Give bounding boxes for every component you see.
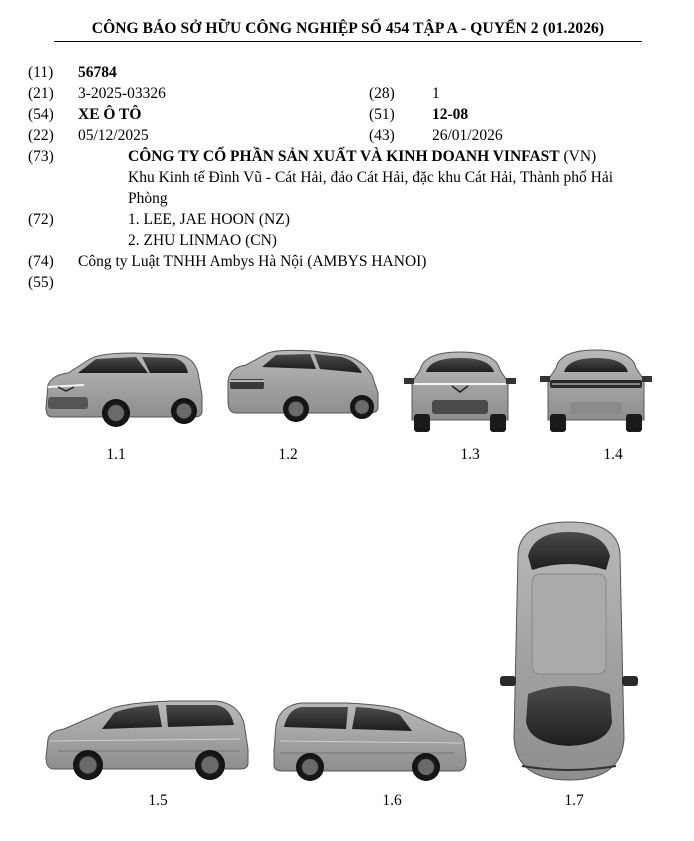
field-72-row	[28, 209, 668, 251]
field-21-row	[28, 83, 668, 104]
field-11-row	[28, 62, 668, 83]
owner-name: CÔNG TY CỔ PHẦN SẢN XUẤT VÀ KINH DOANH VINFAST	[128, 148, 560, 165]
figure-label-1-4: 1.4	[603, 446, 623, 463]
bibliographic-fields	[28, 62, 668, 293]
field-code-72: (72)	[28, 211, 54, 228]
field-code-28: (28)	[369, 85, 395, 102]
field-code-22: (22)	[28, 127, 54, 144]
field-22-row	[28, 125, 668, 146]
field-code-73: (73)	[28, 148, 54, 165]
field-code-74: (74)	[28, 253, 54, 270]
field-54-row	[28, 104, 668, 125]
locarno-class: 12-08	[432, 106, 469, 123]
field-code-55: (55)	[28, 274, 54, 291]
figure-1-7-top-view	[498, 518, 640, 784]
figure-label-1-5: 1.5	[148, 792, 168, 809]
filing-date: 05/12/2025	[78, 127, 149, 144]
design-title: XE Ô TÔ	[78, 106, 142, 123]
figure-1-4-rear-view	[540, 346, 652, 438]
owner-address-line1: Khu Kinh tế Đình Vũ - Cát Hải, đảo Cát Hải, đặc khu Cát Hải, Thành phố Hải	[128, 169, 614, 186]
field-code-11: (11)	[28, 64, 54, 81]
inventor-2: 2. ZHU LINMAO (CN)	[128, 232, 277, 249]
figure-label-1-2: 1.2	[278, 446, 298, 463]
field-code-51: (51)	[369, 106, 395, 123]
field-73-row	[28, 146, 668, 209]
figure-label-1-6: 1.6	[382, 792, 402, 809]
owner-address-line2: Phòng	[128, 190, 168, 207]
application-number: 3-2025-03326	[78, 85, 166, 102]
figure-1-2-rear-three-quarter	[222, 345, 384, 427]
figure-1-3-front-view	[404, 348, 516, 438]
figure-label-1-7: 1.7	[564, 792, 584, 809]
page-header-title: CÔNG BÁO SỞ HỮU CÔNG NGHIỆP SỐ 454 TẬP A - QUYỂN 2 (01.2026)	[54, 20, 642, 42]
agent-name: Công ty Luật TNHH Ambys Hà Nội (AMBYS HANOI)	[78, 253, 427, 270]
inventor-1: 1. LEE, JAE HOON (NZ)	[128, 211, 290, 228]
figure-label-1-3: 1.3	[460, 446, 480, 463]
registration-number: 56784	[78, 64, 117, 81]
figure-1-5-side-view	[40, 693, 254, 785]
figure-label-1-1: 1.1	[106, 446, 126, 463]
figure-1-6-side-view	[270, 697, 472, 785]
field-74-row	[28, 251, 668, 272]
field-code-43: (43)	[369, 127, 395, 144]
field-code-54: (54)	[28, 106, 54, 123]
owner-country: (VN)	[563, 148, 597, 165]
design-count: 1	[432, 85, 440, 102]
publication-date: 26/01/2026	[432, 127, 503, 144]
field-code-21: (21)	[28, 85, 54, 102]
figure-1-1-front-three-quarter	[38, 345, 208, 435]
field-55-row	[28, 272, 668, 293]
